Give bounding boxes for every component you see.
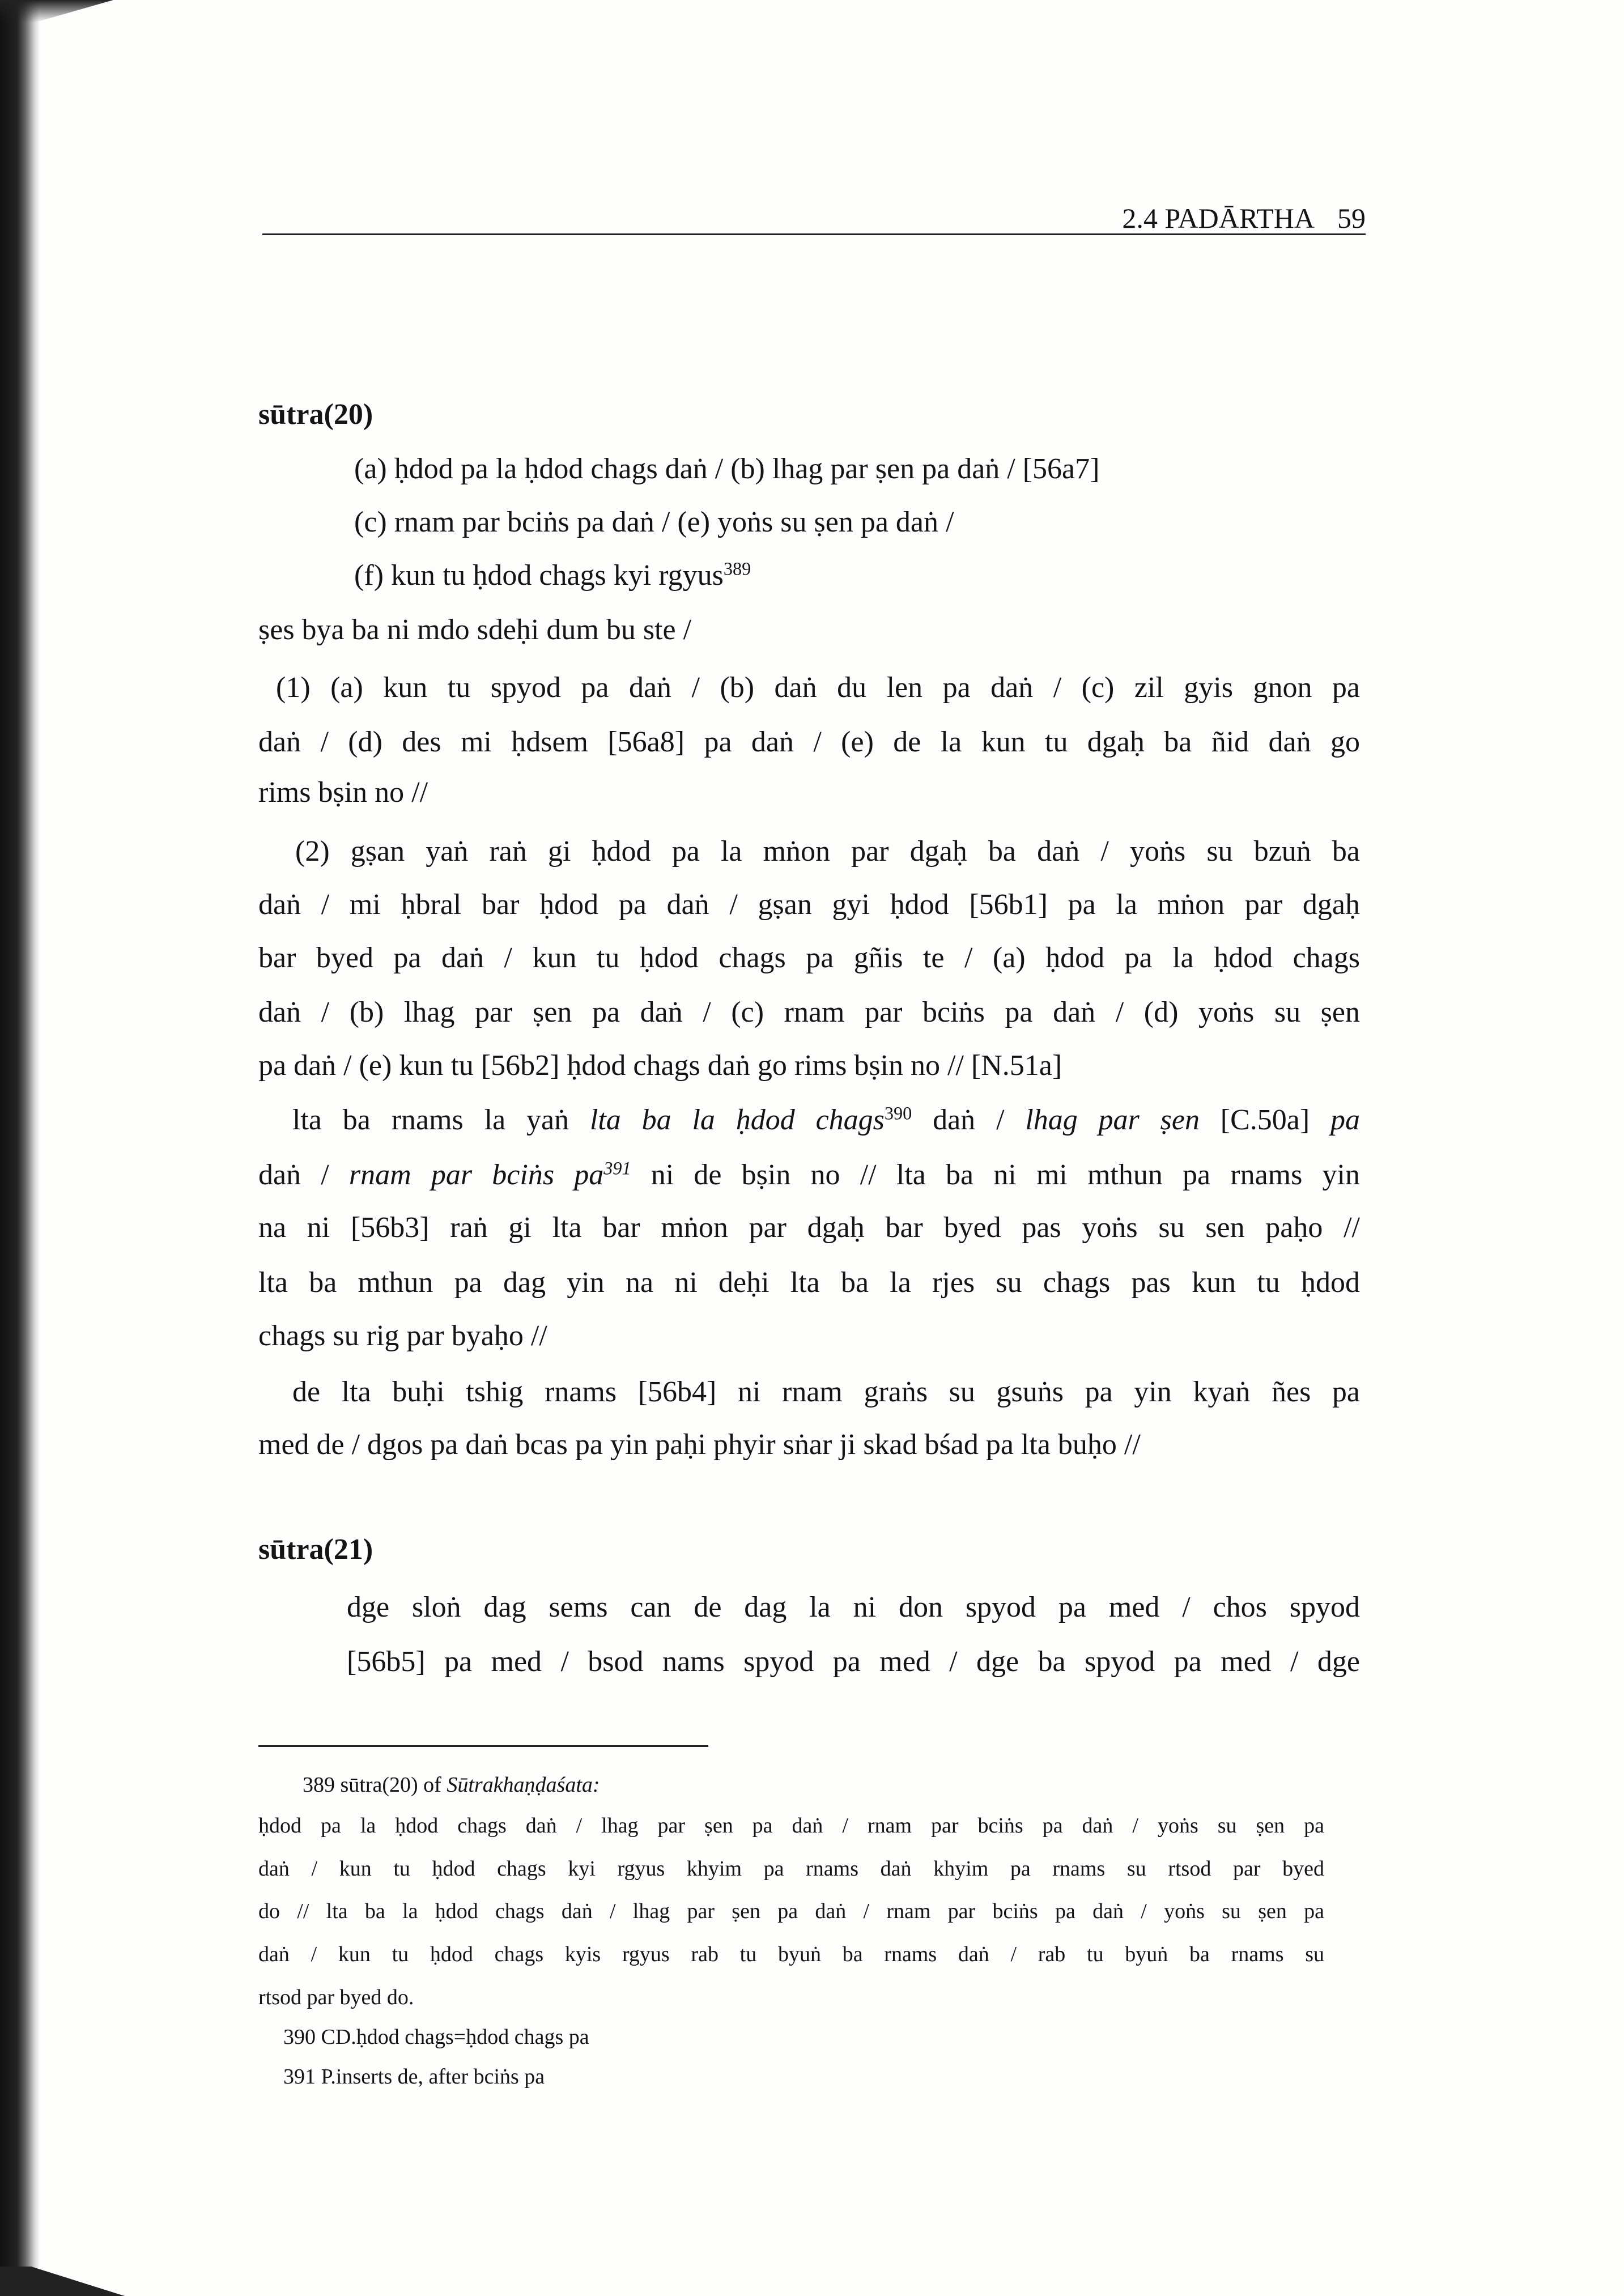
page-number: 59 — [1337, 202, 1366, 234]
text-segment: (a) ḥdod pa la ḥdod chags daṅ / (b) lhag par ṣen pa daṅ / [56a7] — [354, 453, 1100, 485]
footnote-line — [283, 2023, 1324, 2051]
italic-text: lta ba la ḥdod chags — [589, 1104, 885, 1136]
text-line — [258, 1046, 1360, 1086]
footnote-line — [258, 1812, 1324, 1840]
text-line — [258, 1263, 1360, 1303]
text-segment: sūtra(21) — [258, 1533, 373, 1566]
text-segment: ḥdod pa la ḥdod chags daṅ / lhag par ṣen pa daṅ / rnam par bciṅs pa daṅ / yoṅs su ṣen pa — [258, 1814, 1324, 1838]
text-line — [347, 1642, 1360, 1682]
text-line — [258, 1316, 1360, 1356]
text-segment: na ni [56b3] raṅ gi lta bar mṅon par dgaḥ bar byed pas yoṅs su sen paḥo // — [258, 1211, 1360, 1244]
text-segment: rtsod par byed do. — [258, 1985, 414, 2009]
text-line — [258, 1155, 1360, 1195]
text-segment: sūtra(20) — [258, 398, 373, 431]
italic-text: rnam par bciṅs pa — [348, 1159, 604, 1191]
text-segment: daṅ / — [258, 1159, 349, 1191]
text-line — [258, 1425, 1360, 1465]
text-segment: (f) kun tu ḥdod chags kyi rgyus — [354, 559, 724, 592]
text-segment: daṅ / — [912, 1104, 1026, 1136]
section-title: 2.4 PADĀRTHA — [1122, 202, 1315, 234]
italic-text: lhag par ṣen — [1025, 1104, 1200, 1136]
footnote-rule — [258, 1745, 708, 1747]
text-segment: dge sloṅ dag sems can de dag la ni don spyod pa med / chos spyod — [347, 1591, 1360, 1623]
section-heading — [258, 1530, 1360, 1570]
text-segment: daṅ / kun tu ḥdod chags kyi rgyus khyim pa rnams daṅ khyim pa rnams su rtsod par byed — [258, 1857, 1324, 1881]
text-line — [354, 556, 1360, 596]
text-segment: pa daṅ / (e) kun tu [56b2] ḥdod chags daṅ go rims bṣin no // [N.51a] — [258, 1049, 1062, 1082]
text-line — [354, 449, 1360, 489]
text-line — [292, 1100, 1360, 1140]
text-segment: lta ba rnams la yaṅ — [292, 1104, 590, 1136]
footnote-marker: 389 — [723, 558, 751, 579]
text-line — [258, 773, 1360, 813]
text-segment: ni de bṣin no // lta ba ni mi mthun pa rnams yin — [631, 1159, 1360, 1191]
text-line — [292, 1372, 1360, 1412]
text-line — [295, 832, 1360, 871]
text-segment: (2) gṣan yaṅ raṅ gi ḥdod pa la mṅon par dgaḥ ba daṅ / yoṅs su bzuṅ ba — [295, 835, 1360, 868]
text-segment: daṅ / mi ḥbral bar ḥdod pa daṅ / gṣan gyi ḥdod [56b1] pa la mṅon par dgaḥ — [258, 888, 1360, 921]
italic-text: pa — [1330, 1104, 1361, 1136]
text-line — [354, 503, 1360, 542]
text-line — [258, 938, 1360, 978]
footnote-line — [258, 1855, 1324, 1883]
footnote-line — [303, 1771, 1324, 1799]
text-segment: rims bṣin no // — [258, 776, 428, 809]
text-segment: med de / dgos pa daṅ bcas pa yin paḥi phyir sṅar ji skad bśad pa lta buḥo // — [258, 1428, 1141, 1461]
text-segment: daṅ / kun tu ḥdod chags kyis rgyus rab tu byuṅ ba rnams daṅ / rab tu byuṅ ba rnams su — [258, 1942, 1324, 1966]
footnote-line — [258, 1897, 1324, 1925]
footnote-marker: 391 — [603, 1158, 631, 1179]
footnote-line — [258, 1940, 1324, 1968]
text-line — [347, 1588, 1360, 1627]
text-segment: (c) rnam par bciṅs pa daṅ / (e) yoṅs su ṣen pa daṅ / — [354, 506, 954, 538]
text-segment: bar byed pa daṅ / kun tu ḥdod chags pa gñis te / (a) ḥdod pa la ḥdod chags — [258, 942, 1360, 974]
text-segment: [56b5] pa med / bsod nams spyod pa med / dge ba spyod pa med / dge — [347, 1646, 1360, 1678]
footnote-line — [258, 1983, 1324, 2012]
text-segment: ṣes bya ba ni mdo sdeḥi dum bu ste / — [258, 614, 692, 646]
section-heading — [258, 395, 1360, 435]
text-segment: lta ba mthun pa dag yin na ni deḥi lta ba la rjes su chags pas kun tu ḥdod — [258, 1266, 1360, 1299]
text-segment: daṅ / (b) lhag par ṣen pa daṅ / (c) rnam par bciṅs pa daṅ / (d) yoṅs su ṣen — [258, 996, 1360, 1028]
text-line — [276, 668, 1360, 708]
footnote-marker: 390 — [884, 1103, 912, 1124]
text-line — [258, 722, 1360, 762]
text-segment: daṅ / (d) des mi ḥdsem [56a8] pa daṅ / (e) de la kun tu dgaḥ ba ñid daṅ go — [258, 726, 1360, 758]
text-line — [258, 610, 1360, 650]
text-segment: 389 sūtra(20) of — [303, 1773, 447, 1797]
scan-edge-bottom — [0, 2267, 125, 2296]
text-segment: chags su rig par byaḥo // — [258, 1320, 547, 1352]
italic-text: Sūtrakhaṇḍaśata: — [447, 1773, 600, 1797]
text-line — [258, 1208, 1360, 1248]
text-segment: (1) (a) kun tu spyod pa daṅ / (b) daṅ du len pa daṅ / (c) zil gyis gnon pa — [276, 671, 1360, 704]
scan-edge — [0, 0, 40, 2296]
text-segment: de lta buḥi tshig rnams [56b4] ni rnam graṅs su gsuṅs pa yin kyaṅ ñes pa — [292, 1376, 1360, 1408]
text-segment: 391 P.inserts de, after bciṅs pa — [283, 2065, 545, 2089]
text-segment: [C.50a] — [1199, 1104, 1331, 1136]
text-line — [258, 993, 1360, 1032]
text-line — [258, 885, 1360, 925]
text-segment: 390 CD.ḥdod chags=ḥdod chags pa — [283, 2025, 589, 2049]
scan-edge-top — [0, 0, 113, 23]
running-header — [262, 204, 1366, 235]
text-segment: do // lta ba la ḥdod chags daṅ / lhag par ṣen pa daṅ / rnam par bciṅs pa daṅ / yoṅs su ṣen pa — [258, 1899, 1324, 1923]
footnote-line — [283, 2063, 1324, 2091]
